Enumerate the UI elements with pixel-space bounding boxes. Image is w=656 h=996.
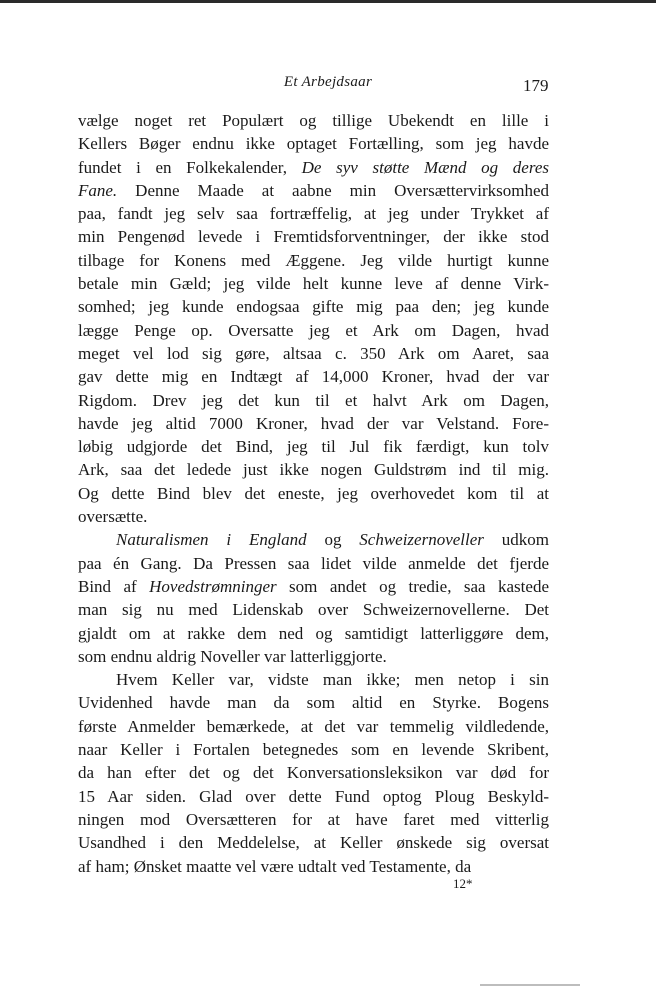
text-span: Og dette Bind blev det eneste, jeg overhovedet kom til at [78, 483, 549, 503]
text-span: da han efter det og det Konversationsleksikon var død for [78, 763, 549, 783]
text-line [78, 389, 549, 412]
text-span: som endnu aldrig Noveller var latterliggjorte. [78, 646, 387, 666]
text-span: paa, fandt jeg selv saa fortræffelig, at jeg under Trykket af [78, 204, 549, 224]
text-span: gav dette mig en Indtægt af 14,000 Kroner, hvad der var [78, 367, 549, 387]
text-line [78, 575, 549, 598]
text-line [78, 109, 549, 132]
text-line [78, 808, 549, 831]
text-span: Rigdom. Drev jeg det kun til et halvt Ark om Dagen, [78, 390, 549, 410]
text-line [78, 342, 549, 365]
text-line [78, 412, 549, 435]
paragraph [78, 109, 549, 528]
text-line [78, 202, 549, 225]
text-line [78, 295, 549, 318]
italic-title-span: De syv støtte Mænd og deres [301, 157, 549, 177]
italic-title-span: Hovedstrømninger [149, 576, 277, 596]
text-span: betale min Gæld; jeg vilde helt kunne leve af denne Virk- [78, 274, 549, 294]
text-span: løbig udgjorde det Bind, jeg til Jul fik færdigt, kun tolv [78, 437, 549, 457]
text-line [78, 715, 549, 738]
text-span: Bind af [78, 576, 150, 596]
italic-title-span: Fane. [78, 180, 118, 200]
text-line [78, 598, 549, 621]
text-span: havde jeg altid 7000 Kroner, hvad der var Velstand. Fore- [78, 413, 549, 433]
bottom-edge-mark [480, 984, 580, 986]
text-line [78, 622, 549, 645]
signature-mark: 12* [453, 876, 473, 891]
body-text [78, 109, 549, 878]
top-edge-rule [0, 0, 656, 3]
text-line [78, 691, 549, 714]
text-span: Uvidenhed havde man da som altid en Styrke. Bogens [78, 693, 549, 713]
text-line [78, 179, 549, 202]
text-span: meget vel lod sig gøre, altsaa c. 350 Ark om Aaret, saa [78, 343, 549, 363]
running-head-title: Et Arbejdsaar [283, 74, 373, 90]
page-number: 179 [523, 76, 549, 95]
text-span: udkom [483, 530, 549, 550]
text-span: min Pengenød levede i Fremtidsforventninger, der ikke stod [78, 227, 549, 247]
text-line [78, 435, 549, 458]
text-line [78, 552, 549, 575]
text-line [78, 645, 549, 668]
text-line [78, 831, 549, 854]
text-line [78, 319, 549, 342]
text-line [78, 668, 549, 691]
text-span: man sig nu med Lidenskab over Schweizernovellerne. Det [78, 600, 549, 620]
text-line [78, 272, 549, 295]
text-line [78, 785, 549, 808]
text-line [78, 761, 549, 784]
italic-title-span: Naturalismen i England [116, 530, 307, 550]
text-line [78, 528, 549, 551]
paragraph [78, 528, 549, 668]
text-span: tilbage for Konens med Æggene. Jeg vilde hurtigt kunne [78, 250, 549, 270]
text-line [78, 225, 549, 248]
text-span: Kellers Bøger endnu ikke optaget Fortælling, som jeg havde [78, 134, 549, 154]
italic-title-span: Schweizernoveller [359, 530, 484, 550]
text-line [78, 738, 549, 761]
text-span: som andet og tredie, saa kastede [276, 576, 549, 596]
text-span: og [306, 530, 360, 550]
text-span: af ham; Ønsket maatte vel være udtalt ved Testamente, da [78, 856, 472, 876]
text-span: paa én Gang. Da Pressen saa lidet vilde anmelde det fjerde [78, 553, 549, 573]
text-span: Hvem Keller var, vidste man ikke; men netop i sin [116, 670, 549, 690]
text-span: 15 Aar siden. Glad over dette Fund optog Ploug Beskyld- [78, 786, 549, 806]
text-line [78, 458, 549, 481]
text-line [78, 365, 549, 388]
text-span: Denne Maade at aabne min Oversættervirksomhed [117, 180, 549, 200]
text-span: naar Keller i Fortalen betegnedes som en levende Skribent, [78, 740, 549, 760]
text-line [78, 156, 549, 179]
text-span: Ark, saa det ledede just ikke nogen Guldstrøm ind til mig. [78, 460, 549, 480]
text-span: oversætte. [78, 507, 148, 527]
text-line [78, 855, 549, 878]
text-span: ningen mod Oversætteren for at have faret med vitterlig [78, 809, 549, 829]
text-line [78, 132, 549, 155]
text-span: første Anmelder bemærkede, at det var temmelig vildledende, [78, 716, 549, 736]
text-span: lægge Penge op. Oversatte jeg et Ark om Dagen, hvad [78, 320, 549, 340]
text-span: somhed; jeg kunde endogsaa gifte mig paa den; jeg kunde [78, 297, 549, 317]
text-span: fundet i en Folkekalender, [78, 157, 302, 177]
text-line [78, 249, 549, 272]
text-span: gjaldt om at rakke dem ned og samtidigt latterliggøre dem, [78, 623, 549, 643]
paragraph [78, 668, 549, 878]
text-span: vælge noget ret Populært og tillige Ubekendt en lille i [78, 111, 549, 130]
text-line [78, 482, 549, 505]
text-line [78, 505, 549, 528]
text-span: Usandhed i den Meddelelse, at Keller ønskede sig oversat [78, 833, 549, 853]
